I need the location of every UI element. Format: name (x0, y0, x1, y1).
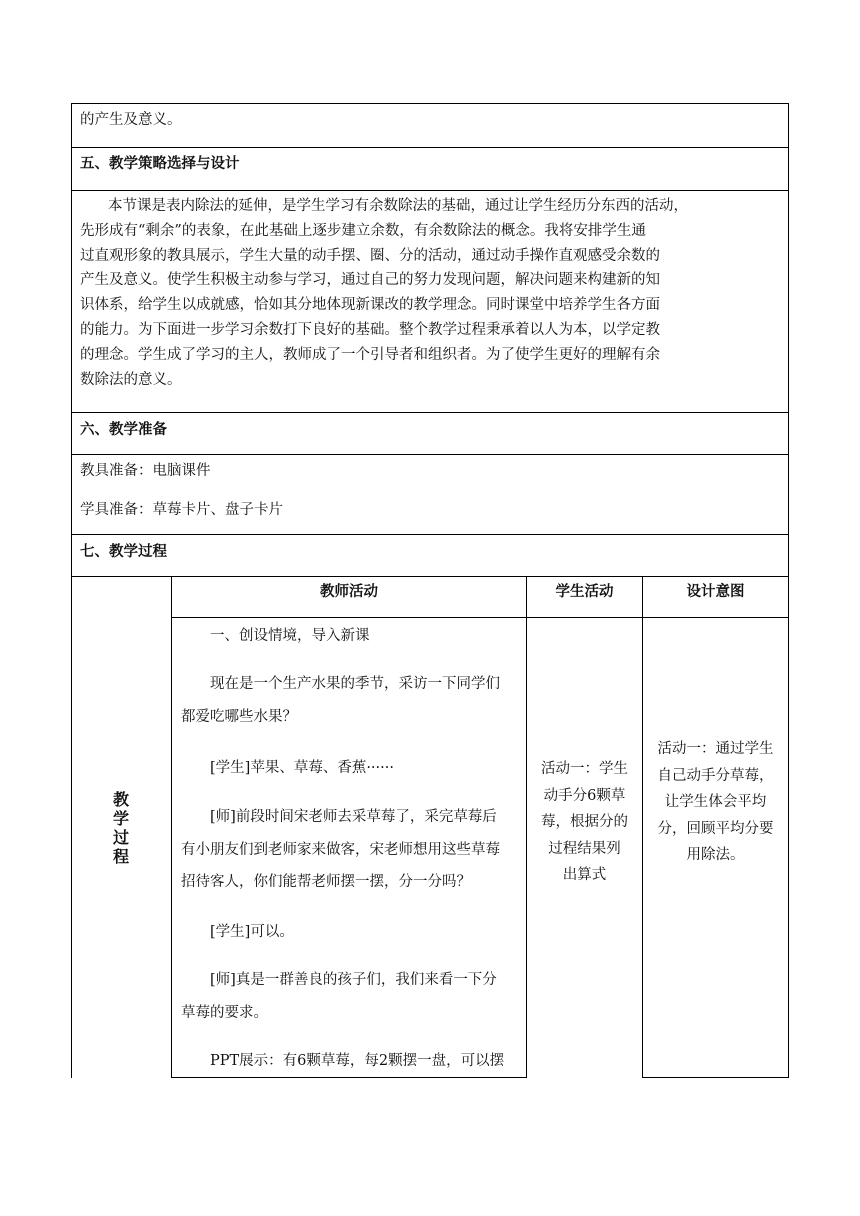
student-line: 莓，根据分的 (541, 814, 628, 830)
student-line: 动手分6颗草 (543, 787, 626, 804)
body-line: 数除法的意义。 (80, 371, 182, 388)
table-border (71, 454, 789, 455)
table-border (71, 412, 789, 413)
student-line: 活动一：学生 (541, 761, 628, 777)
body-line: 先形成有“剩余”的表象，在此基础上逐步建立余数，有余数除法的概念。我将安排学生通 (80, 222, 646, 239)
paragraph-tail: 的产生及意义。 (80, 112, 182, 128)
section-5-body (80, 194, 782, 392)
student-materials: 学具准备：草莓卡片、盘子卡片 (80, 502, 283, 518)
student-line: 过程结果列 (548, 840, 621, 857)
teacher-line: 现在是一个生产水果的季节，采访一下同学们 (210, 676, 500, 692)
header-design-intent: 设计意图 (686, 584, 745, 600)
header-student-activity: 学生活动 (555, 584, 614, 600)
student-line: 出算式 (562, 867, 607, 883)
side-char: 程 (112, 847, 129, 866)
table-border (71, 190, 789, 191)
side-label (111, 790, 131, 866)
teacher-line: 都爱吃哪些水果？ (181, 709, 297, 725)
table-border (71, 576, 789, 577)
table-border-bottom (171, 1077, 527, 1078)
intent-line: 用除法。 (686, 847, 745, 863)
table-border-bottom (642, 1077, 789, 1078)
section-5-title: 五、教学策略选择与设计 (80, 156, 240, 172)
table-border-top (71, 103, 789, 104)
column-divider (171, 576, 172, 1078)
side-char: 教 (112, 790, 129, 809)
table-border (171, 617, 789, 618)
intent-line: 活动一：通过学生 (657, 741, 774, 757)
teacher-materials: 教具准备：电脑课件 (80, 463, 211, 479)
student-activity (527, 756, 642, 889)
intent-line: 自己动手分草莓， (657, 767, 774, 784)
teacher-line: 草莓的要求。 (181, 1005, 268, 1021)
design-intent (643, 736, 788, 869)
table-border-right (788, 103, 789, 1078)
table-border (71, 534, 789, 535)
body-line: 的理念。学生成了学习的主人，教师成了一个引导者和组织者。为了使学生更好的理解有余 (80, 346, 660, 363)
body-line: 识体系，给学生以成就感，恰如其分地体现新课改的教学理念。同时课堂中培养学生各方面 (80, 297, 660, 314)
body-line: 过直观形象的教具展示，学生大量的动手摆、圈、分的活动，通过动手操作直观感受余数的 (80, 247, 660, 264)
teacher-line: 一、创设情境，导入新课 (210, 628, 370, 644)
teacher-line: [学生]可以。 (210, 924, 294, 940)
body-line: 的能力。为下面进一步学习余数打下良好的基础。整个教学过程秉承着以人为本，以学定教 (80, 321, 660, 338)
table-border (71, 147, 789, 148)
teacher-line: 有小朋友们到老师家来做客，宋老师想用这些草莓 (181, 842, 500, 858)
side-char: 过 (112, 828, 129, 847)
intent-line: 让学生体会平均 (664, 794, 767, 810)
intent-line: 分，回顾平均分要 (657, 820, 774, 837)
section-6-title: 六、教学准备 (80, 422, 167, 438)
header-teacher-activity: 教师活动 (320, 584, 378, 600)
body-line: 本节课是表内除法的延伸，是学生学习有余数除法的基础，通过让学生经历分东西的活动， (108, 198, 688, 214)
section-7-title: 七、教学过程 (80, 544, 167, 560)
side-char: 学 (112, 809, 129, 828)
teacher-line: PPT展示：有6颗草莓，每2颗摆一盘，可以摆 (210, 1053, 505, 1069)
teacher-line: [师]前段时间宋老师去采草莓了，采完草莓后 (210, 809, 497, 825)
body-line: 产生及意义。使学生积极主动参与学习，通过自己的努力发现问题，解决问题来构建新的知 (80, 272, 660, 289)
teacher-line: 招待客人，你们能帮老师摆一摆，分一分吗？ (181, 874, 471, 890)
teacher-line: [学生]苹果、草莓、香蕉······ (210, 760, 394, 776)
table-border-left (71, 103, 72, 1078)
teacher-line: [师]真是一群善良的孩子们，我们来看一下分 (210, 972, 497, 988)
